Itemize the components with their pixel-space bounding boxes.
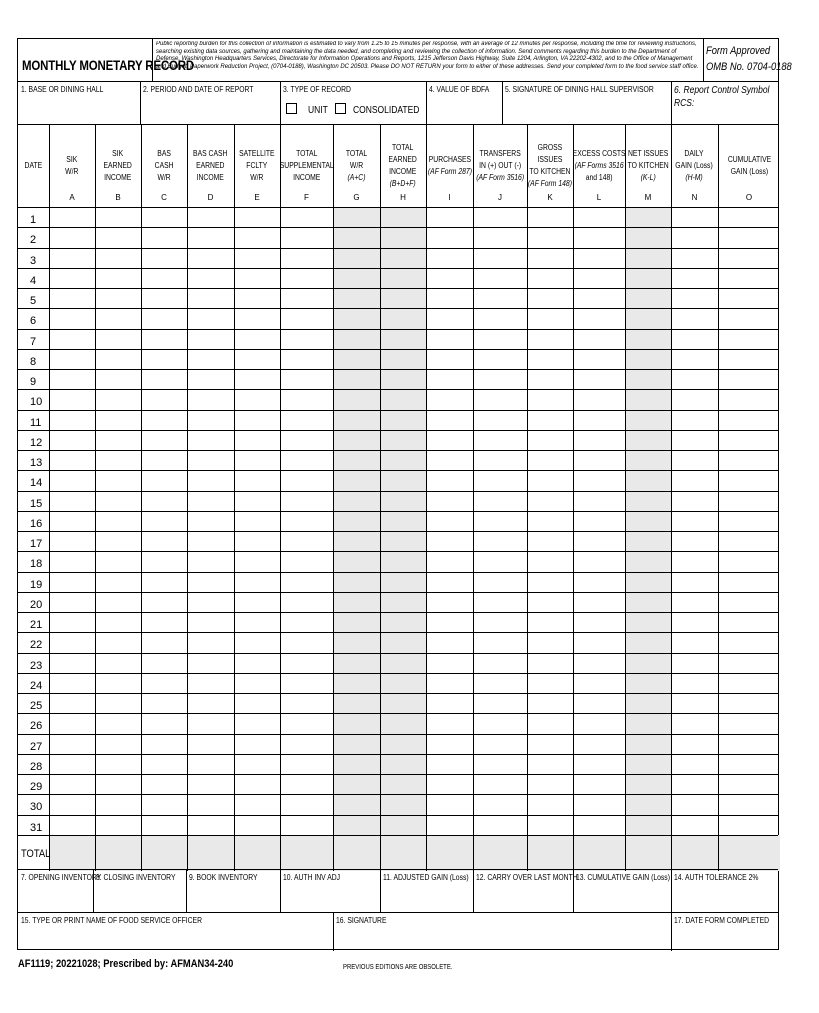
column-letter: I	[448, 193, 451, 202]
inventory-field-label: 13. CUMULATIVE GAIN (Loss)	[576, 873, 670, 882]
total-label: TOTAL	[21, 847, 51, 860]
day-number: 6	[30, 315, 37, 328]
column-letter: G	[353, 193, 360, 202]
column-header-line: W/R	[157, 172, 171, 182]
column-letter: N	[691, 193, 698, 202]
day-number: 5	[30, 295, 37, 307]
column-letter: E	[254, 193, 260, 202]
omb-number: OMB No. 0704-0188	[706, 61, 792, 73]
column-header-line: TOTAL	[392, 142, 414, 152]
column-letter: O	[745, 193, 753, 202]
column-header-line: TO KITCHEN	[529, 166, 571, 176]
rcs-value-label: RCS:	[674, 98, 695, 109]
day-number: 17	[30, 538, 43, 550]
column-header-line: (B+D+F)	[389, 178, 417, 188]
form-approved: Form Approved	[706, 45, 771, 57]
day-number: 12	[30, 436, 43, 449]
day-number: 16	[30, 517, 43, 530]
column-header-line: NET ISSUES	[627, 148, 669, 158]
column-letter: J	[498, 193, 502, 202]
officer-name-label: 15. TYPE OR PRINT NAME OF FOOD SERVICE OFFICER	[21, 916, 202, 925]
column-letter: M	[644, 193, 652, 202]
shaded-column	[333, 207, 380, 835]
column-header-line: CASH	[154, 160, 174, 170]
inventory-field-label: 10. AUTH INV ADJ	[283, 873, 341, 882]
day-number: 22	[30, 639, 43, 652]
column-letter: K	[547, 193, 553, 202]
column-letter: B	[115, 193, 121, 202]
column-header-line: EXCESS COSTS	[572, 148, 626, 158]
column-header-line: (AF Form 3516)	[476, 172, 524, 182]
form-title: MONTHLY MONETARY RECORD	[22, 57, 195, 73]
column-header-line: SIK	[112, 148, 124, 158]
column-header	[18, 124, 49, 207]
inventory-field-label: 9. BOOK INVENTORY	[189, 873, 258, 882]
column-header-line: TOTAL	[295, 148, 318, 158]
column-header-line: SATELLITE	[239, 148, 275, 158]
column-letter: L	[596, 193, 602, 202]
day-number: 30	[30, 801, 43, 814]
shaded-column	[380, 207, 426, 835]
day-number: 29	[30, 781, 43, 793]
column-header-line: CUMULATIVE	[727, 154, 771, 164]
unit-checkbox[interactable]	[286, 103, 297, 114]
day-number: 10	[30, 396, 43, 409]
column-header-line: INCOME	[389, 166, 417, 176]
inventory-field-label: 11. ADJUSTED GAIN (Loss)	[383, 873, 469, 882]
day-number: 9	[30, 376, 37, 388]
column-header-line: TRANSFERS	[479, 148, 521, 158]
column-header-line: ISSUES	[537, 154, 563, 164]
column-header-line: DAILY	[684, 148, 705, 158]
column-header-line: BAS CASH	[193, 148, 228, 158]
inventory-field-label: 12. CARRY OVER LAST MONTH	[476, 873, 578, 882]
column-header-line: TO KITCHEN	[627, 160, 669, 170]
day-number: 3	[30, 254, 37, 267]
column-header-line: (A+C)	[347, 172, 366, 182]
column-header-line: BAS	[157, 148, 171, 158]
column-header-line: TOTAL	[345, 148, 368, 158]
day-number: 28	[30, 760, 43, 773]
column-header-line: EARNED	[196, 160, 225, 170]
column-header-line: GAIN (Loss)	[675, 160, 714, 170]
day-number: 7	[30, 335, 37, 348]
column-header-line: EARNED	[388, 154, 418, 164]
column-header-line: GROSS	[537, 142, 563, 152]
day-number: 4	[30, 274, 37, 287]
type-label: 3. TYPE OF RECORD	[283, 85, 351, 94]
column-header-line: W/R	[250, 172, 264, 182]
column-header-line: (AF Forms 3516	[574, 160, 624, 170]
column-header-line: GAIN (Loss)	[730, 166, 768, 176]
officer-signature-label: 16. SIGNATURE	[336, 916, 387, 925]
rcs-label: 6. Report Control Symbol	[674, 85, 770, 96]
column-header-line: W/R	[65, 166, 79, 176]
column-header-line: (AF Form 287)	[427, 166, 472, 176]
day-number: 19	[30, 578, 43, 591]
day-number: 21	[30, 619, 43, 631]
consolidated-checkbox[interactable]	[335, 103, 346, 114]
column-header-line: (AF Form 148)	[527, 178, 573, 188]
day-number: 27	[30, 740, 43, 753]
day-number: 13	[30, 457, 43, 469]
day-number: 31	[30, 821, 43, 834]
day-number: 14	[30, 477, 43, 490]
column-letter: A	[69, 193, 75, 202]
consolidated-label: CONSOLIDATED	[353, 105, 420, 116]
column-header-line: (H-M)	[685, 172, 704, 182]
column-header-line: INCOME	[196, 172, 225, 182]
column-header-line: INCOME	[104, 172, 132, 182]
day-number: 24	[30, 679, 43, 692]
column-header-line: FCLTY	[246, 160, 268, 170]
monthly-monetary-record-form	[17, 38, 792, 950]
day-number: 8	[30, 355, 37, 368]
column-header-line: (K-L)	[640, 172, 656, 182]
column-letter: F	[304, 193, 309, 202]
column-header-line: EARNED	[103, 160, 133, 170]
inventory-field-label: 7. OPENING INVENTORY	[21, 873, 102, 882]
burden-statement: Public reporting burden for this collection of information is estimated to vary from 1.25 to 15 minutes per response, with an average of 12 minutes per response, including the time for reviewing instructions, searching existing data sources, gathering and maintaining the data needed, and completing and reviewing the collection of information. Send comments regarding this burden to the Department of Defense, Washington Headquarters Services, Directorate for Information Operations and Reports, 1215 Jefferson Davis Highway, Suite 1204, Arlington, VA 22202-4302, and to the Office of Management and Budget, Paperwork Reduction Project, (0704-0188), Washington DC 20503. Please DO NOT RETURN your form to either of these addresses. Send your completed form to the food service staff office.	[156, 41, 699, 70]
period-label: 2. PERIOD AND DATE OF REPORT	[143, 85, 254, 94]
date-completed-label: 17. DATE FORM COMPLETED	[674, 916, 770, 925]
column-letter: D	[207, 193, 214, 202]
form-id: AF1119; 20221028; Prescribed by: AFMAN34-240	[18, 958, 234, 970]
day-number: 2	[30, 234, 37, 247]
shaded-column	[625, 207, 671, 835]
base-label: 1. BASE OR DINING HALL	[21, 85, 104, 94]
day-number: 20	[30, 598, 43, 611]
column-letter: C	[161, 193, 167, 202]
column-header-line: DATE	[24, 160, 43, 170]
day-number: 11	[30, 416, 42, 429]
bdfa-label: 4. VALUE OF BDFA	[429, 85, 490, 94]
column-header-line: INCOME	[292, 172, 321, 182]
supervisor-signature-label: 5. SIGNATURE OF DINING HALL SUPERVISOR	[505, 85, 654, 94]
day-number: 26	[30, 720, 43, 733]
column-header-line: SIK	[66, 154, 78, 164]
column-letter: H	[400, 193, 406, 202]
unit-label: UNIT	[308, 105, 328, 116]
day-number: 1	[30, 214, 37, 226]
day-number: 18	[30, 558, 43, 571]
column-header-line: W/R	[349, 160, 364, 170]
column-header-line: and 148)	[585, 172, 613, 182]
column-header-line: PURCHASES	[428, 154, 471, 164]
column-header-line: SUPPLEMENTAL	[279, 160, 334, 170]
day-number: 25	[30, 700, 43, 712]
inventory-field-label: 14. AUTH TOLERANCE 2%	[674, 873, 759, 882]
day-number: 23	[30, 659, 43, 672]
obsolete-notice: PREVIOUS EDITIONS ARE OBSOLETE.	[343, 964, 453, 971]
column-header-line: IN (+) OUT (-)	[479, 160, 521, 170]
day-number: 15	[30, 497, 43, 510]
inventory-field-label: 8. CLOSING INVENTORY	[96, 873, 176, 882]
